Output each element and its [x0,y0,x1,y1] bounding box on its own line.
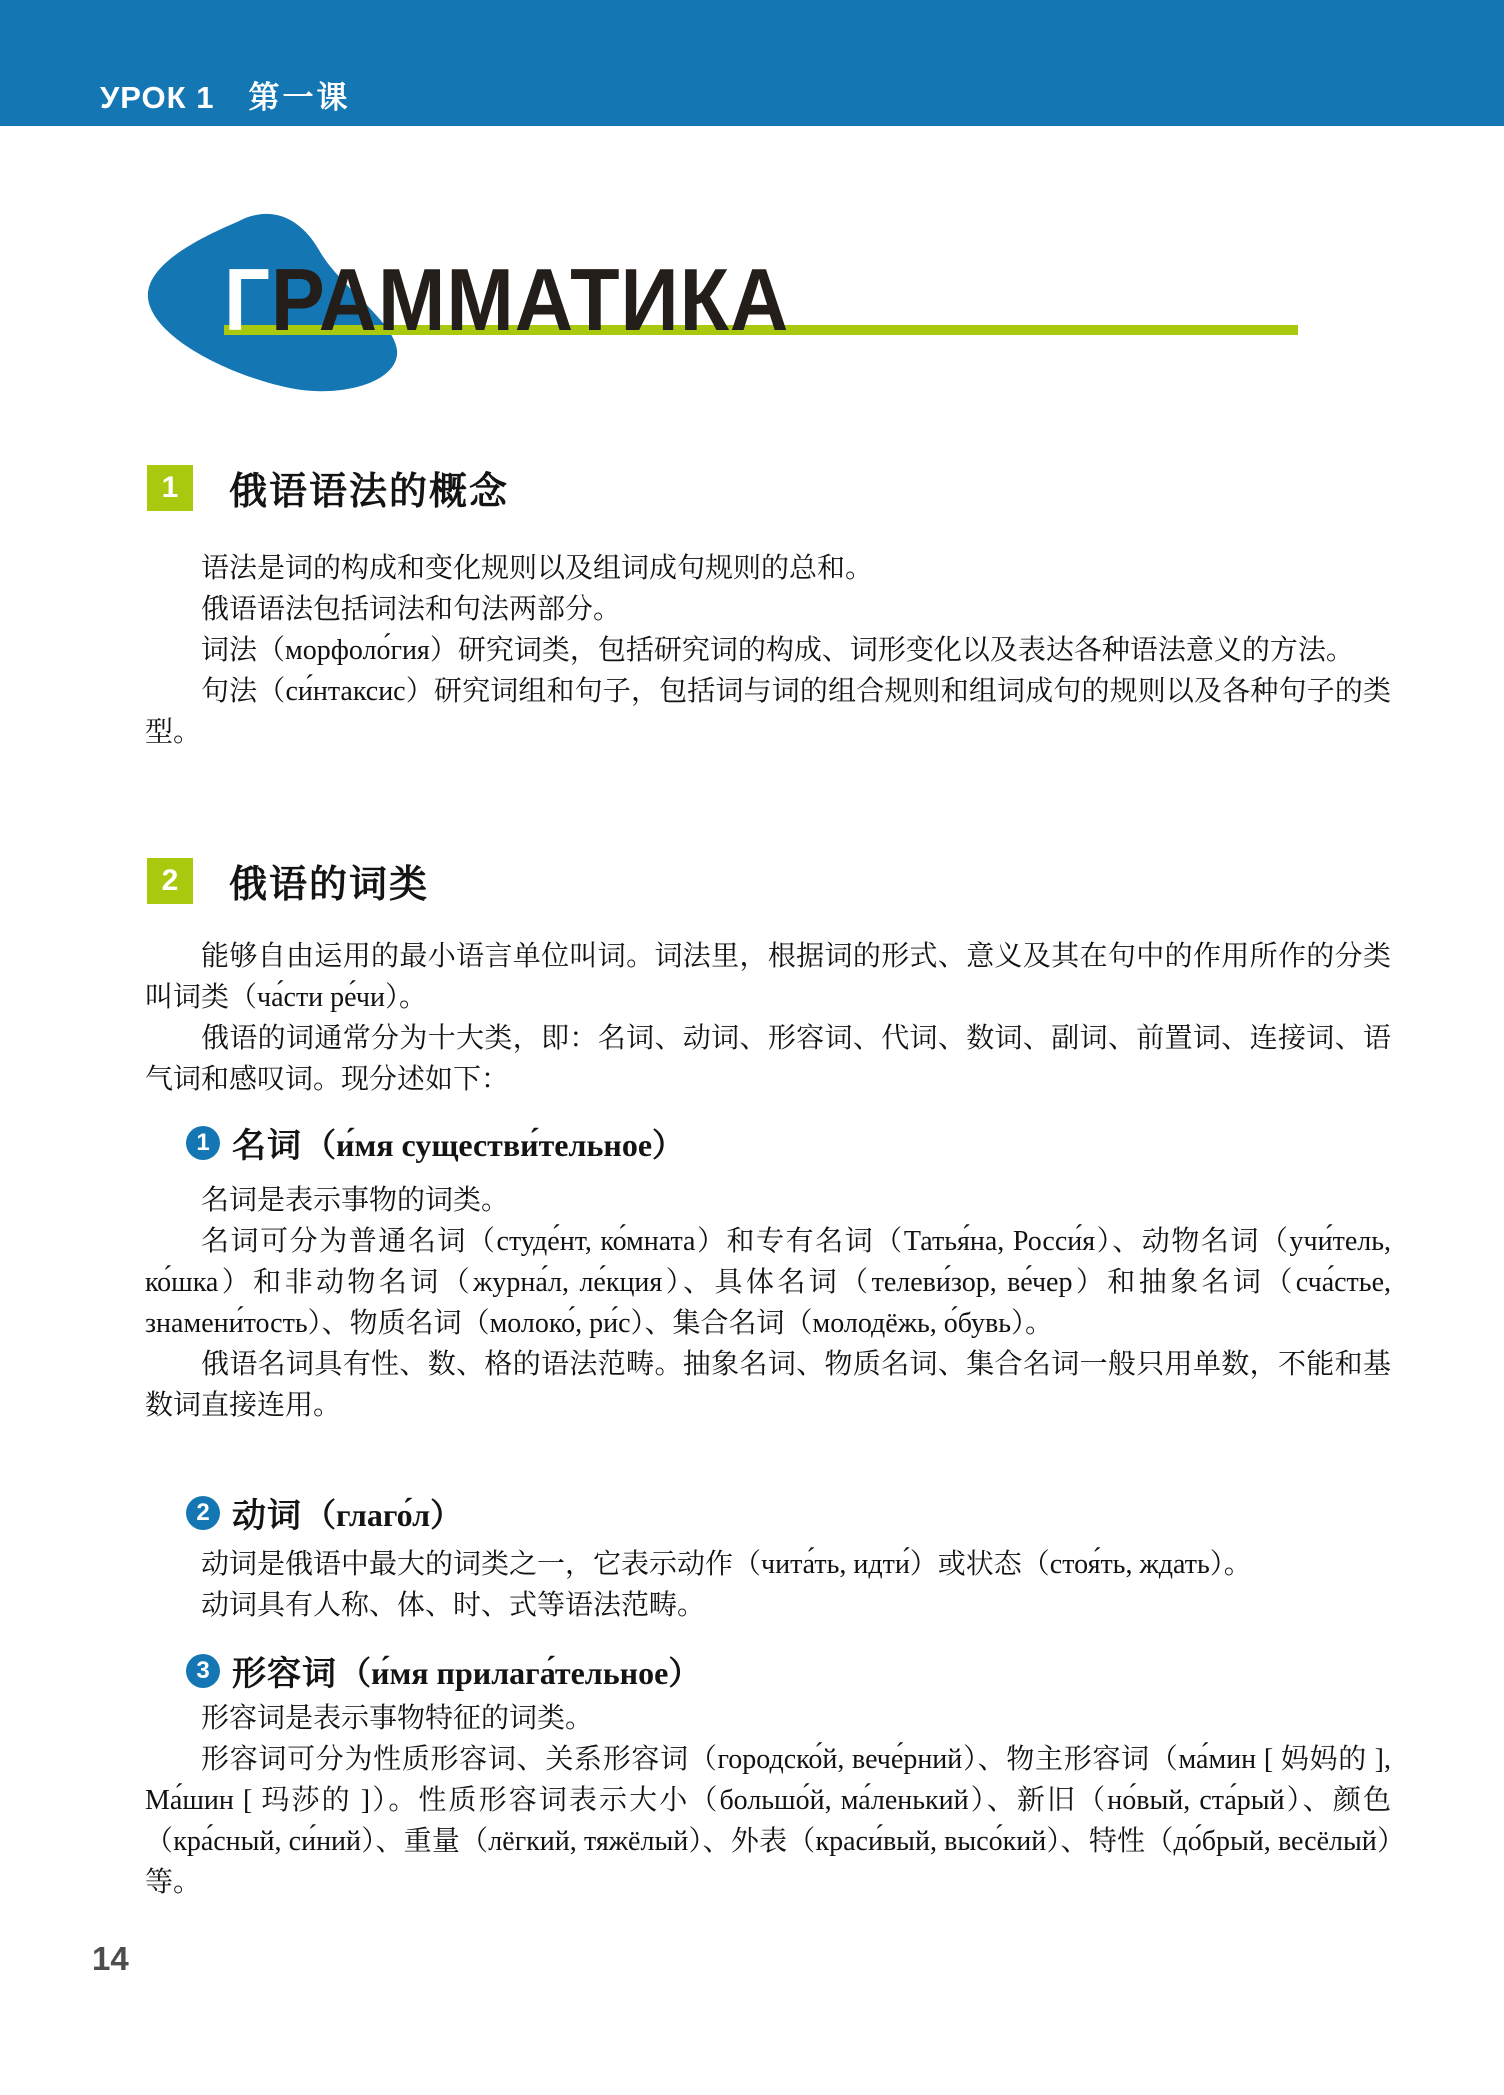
subsection-3-title-ru: （и́мя прилага́тельное） [339,1654,701,1691]
paragraph: 形容词可分为性质形容词、关系形容词（городско́й, вече́рний）、物主形容词（ма́мин [ 妈妈的 ], Ма́шин [ 玛莎的 ]）。性质形容词表示大小（большо́й, ма́ленький）、新旧（но́вый, ста́рый）、颜色（кра́сный, си́ний）、重量（лёгкий, тяжёлый）、外表（краси́вый, высо́кий）、特性（до́брый, весёлый）等。 [145,1744,1391,1898]
subsection-2-number-badge: 2 [186,1496,220,1530]
section-2-heading [147,853,429,908]
lesson-title-zh: 第一课 [248,80,351,115]
paragraph: 动词是俄语中最大的词类之一，它表示动作（чита́ть, идти́）或状态（стоя́ть, ждать）。 [201,1549,1252,1580]
page-title-first-letter: Г [224,250,271,349]
subsection-2-title-ru: （глаго́л） [304,1496,463,1533]
section-1-title: 俄语语法的概念 [229,471,510,513]
paragraph: 名词是表示事物的词类。 [201,1185,510,1216]
paragraph: 动词具有人称、体、时、式等语法范畴。 [201,1590,706,1621]
paragraph: 俄语名词具有性、数、格的语法范畴。抽象名词、物质名词、集合名词一般只用单数，不能和基数词直接连用。 [145,1349,1391,1421]
subsection-2-title-zh: 动词 [232,1497,302,1535]
subsection-1-title-zh: 名词 [232,1127,302,1165]
subsection-1-title-ru: （и́мя существи́тельное） [304,1126,685,1163]
paragraph: 能够自由运用的最小语言单位叫词。词法里，根据词的形式、意义及其在句中的作用所作的分类叫词类（ча́сти ре́чи）。 [145,941,1391,1013]
subsection-3-heading [186,1646,700,1695]
page-title-rest: РАММАТИКА [270,250,790,349]
section-1-heading [147,460,509,515]
paragraph: 俄语语法包括词法和句法两部分。 [201,594,622,625]
paragraph: 形容词是表示事物特征的词类。 [201,1703,594,1734]
section-2-number-badge: 2 [147,858,193,904]
subsection-2-body [145,1544,1391,1626]
lesson-header-bar [0,0,1504,126]
section-1-number-badge: 1 [147,465,193,511]
paragraph: 词法（морфоло́гия）研究词类，包括研究词的构成、词形变化以及表达各种语法意义的方法。 [201,635,1354,666]
subsection-3-body [145,1698,1391,1903]
section-2-title: 俄语的词类 [229,864,430,906]
section-2-body [145,936,1391,1100]
subsection-1-number-badge: 1 [186,1126,220,1160]
page-title [224,250,790,349]
paragraph: 句法（си́нтаксис）研究词组和句子，包括词与词的组合规则和组词成句的规则以及各种句子的类型。 [145,676,1391,748]
subsection-2-heading [186,1488,462,1537]
paragraph: 俄语的词通常分为十大类，即：名词、动词、形容词、代词、数词、副词、前置词、连接词、语气词和感叹词。现分述如下： [145,1023,1391,1095]
page-number: 14 [92,1940,129,1977]
section-1-body [145,548,1391,753]
lesson-header-text [100,72,350,117]
paragraph: 语法是词的构成和变化规则以及组词成句规则的总和。 [201,553,874,584]
paragraph: 名词可分为普通名词（студе́нт, ко́мната）和专有名词（Татья́на, Росси́я）、动物名词（учи́тель, ко́шка）和非动物名词（журна́л, ле́кция）、具体名词（телеви́зор, ве́чер）和抽象名词（сча́стье, знамени́тость）、物质名词（молоко́, ри́с）、集合名词（молодёжь, о́бувь）。 [145,1226,1391,1339]
subsection-1-body [145,1180,1391,1426]
subsection-3-number-badge: 3 [186,1654,220,1688]
lesson-number-ru: УРОК 1 [100,80,215,115]
subsection-1-heading [186,1118,684,1167]
subsection-3-title-zh: 形容词 [232,1655,337,1693]
